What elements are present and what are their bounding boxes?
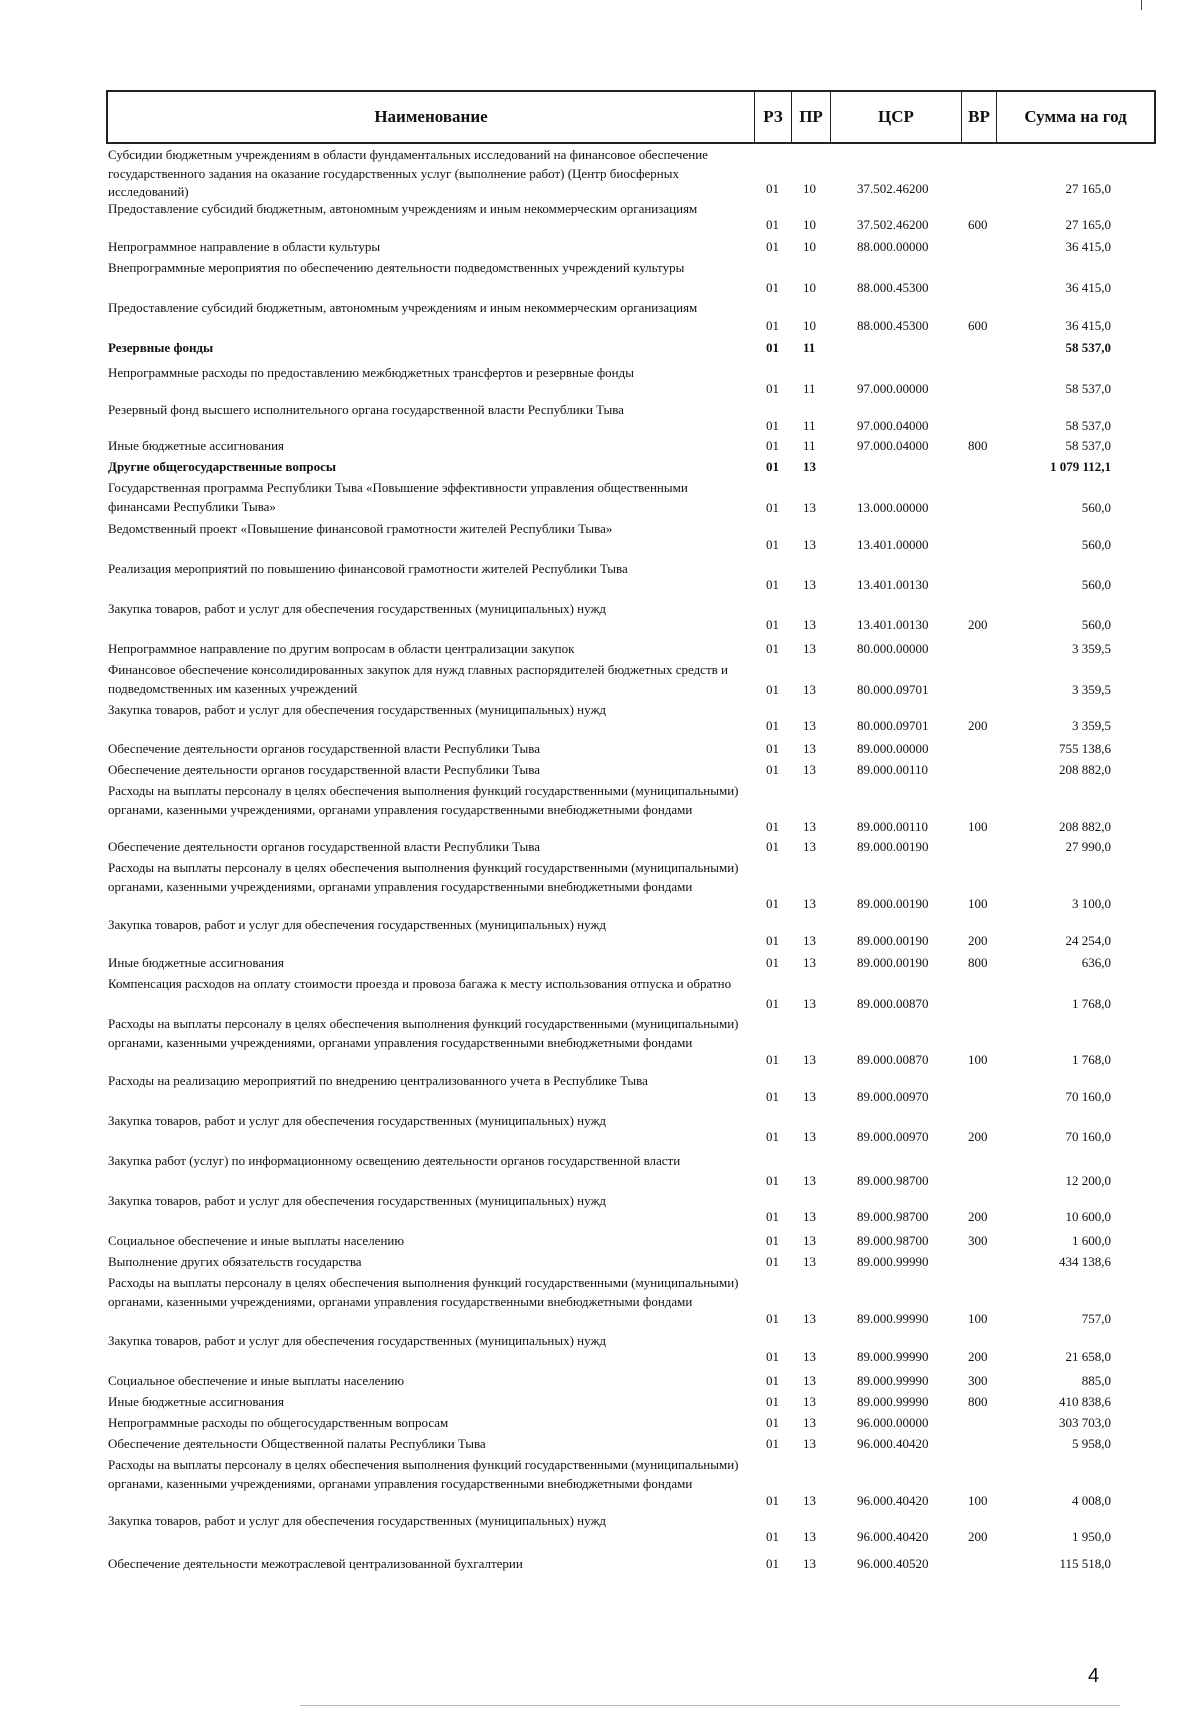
row-csr: 89.000.00190 [857,955,929,970]
row-name: Расходы на выплаты персоналу в целях обеспечения выполнения функций государственными (муниципальными) органами, казенными учреждениями, органами управления государственными внебюджетными фондами [108,1457,739,1491]
row-sum: 560,0 [1081,500,1111,515]
row-sum: 208 882,0 [1059,762,1111,777]
row-rz: 01 [766,1394,779,1409]
row-name: Другие общегосударственные вопросы [108,459,336,474]
row-name: Закупка товаров, работ и услуг для обеспечения государственных (муниципальных) нужд [108,1113,607,1128]
row-csr: 80.000.09701 [857,682,929,697]
row-pr: 10 [803,181,816,196]
row-csr: 88.000.00000 [857,239,929,254]
row-sum: 36 415,0 [1065,239,1111,254]
row-name: Предоставление субсидий бюджетным, автономным учреждениям и иным некоммерческим организациям [108,300,698,315]
row-csr: 89.000.00190 [857,839,929,854]
row-rz: 01 [766,955,779,970]
row-rz: 01 [766,1415,779,1430]
row-pr: 13 [803,1493,816,1508]
row-pr: 13 [803,1052,816,1067]
row-sum: 58 537,0 [1065,381,1111,396]
row-pr: 13 [803,741,816,756]
table-row [0,761,1200,779]
row-csr: 89.000.00000 [857,741,929,756]
row-sum: 27 990,0 [1065,839,1111,854]
row-sum: 3 359,5 [1072,641,1111,656]
row-pr: 13 [803,1556,816,1571]
row-pr: 13 [803,1173,816,1188]
row-name: Социальное обеспечение и иные выплаты населению [108,1233,405,1248]
row-rz: 01 [766,996,779,1011]
row-sum: 27 165,0 [1065,217,1111,232]
row-vr: 100 [968,819,988,834]
row-rz: 01 [766,762,779,777]
row-pr: 13 [803,1089,816,1104]
row-sum: 3 100,0 [1072,896,1111,911]
header-vr: ВР [962,92,997,142]
table-row [0,838,1200,856]
row-csr: 13.000.00000 [857,500,929,515]
row-csr: 96.000.40420 [857,1436,929,1451]
row-pr: 13 [803,933,816,948]
table-row [0,520,1200,554]
row-rz: 01 [766,933,779,948]
row-csr: 88.000.45300 [857,280,929,295]
row-rz: 01 [766,239,779,254]
row-pr: 13 [803,1349,816,1364]
row-csr: 13.401.00130 [857,577,929,592]
row-rz: 01 [766,1529,779,1544]
row-pr: 13 [803,617,816,632]
row-rz: 01 [766,318,779,333]
row-rz: 01 [766,617,779,632]
row-name: Ведомственный проект «Повышение финансовой грамотности жителей Республики Тыва» [108,521,613,536]
row-rz: 01 [766,718,779,733]
row-rz: 01 [766,839,779,854]
row-pr: 13 [803,500,816,515]
row-csr: 89.000.99990 [857,1311,929,1326]
row-pr: 13 [803,577,816,592]
row-sum: 755 138,6 [1059,741,1111,756]
row-vr: 600 [968,217,988,232]
row-name: Субсидии бюджетным учреждениям в области фундаментальных исследований на финансовое обеспечение государственного задания на оказание государственных услуг (выполнение работ) (Центр биосферных исследований) [108,147,708,199]
row-pr: 13 [803,839,816,854]
row-sum: 5 958,0 [1072,1436,1111,1451]
table-row [0,259,1200,297]
row-csr: 89.000.99990 [857,1373,929,1388]
row-csr: 97.000.04000 [857,438,929,453]
table-row [0,916,1200,950]
row-csr: 37.502.46200 [857,181,929,196]
row-pr: 13 [803,1311,816,1326]
row-sum: 36 415,0 [1065,280,1111,295]
row-sum: 434 138,6 [1059,1254,1111,1269]
row-name: Иные бюджетные ассигнования [108,1394,285,1409]
table-row [0,1112,1200,1146]
table-row [0,458,1200,476]
row-vr: 200 [968,1529,988,1544]
row-csr: 96.000.40420 [857,1493,929,1508]
row-rz: 01 [766,741,779,756]
row-pr: 13 [803,537,816,552]
row-name: Выполнение других обязательств государства [108,1254,362,1269]
row-sum: 1 950,0 [1072,1529,1111,1544]
row-name: Непрограммные расходы по предоставлению межбюджетных трансфертов и резервные фонды [108,365,634,380]
row-rz: 01 [766,418,779,433]
row-vr: 200 [968,1129,988,1144]
row-rz: 01 [766,217,779,232]
row-csr: 89.000.99990 [857,1349,929,1364]
row-csr: 80.000.00000 [857,641,929,656]
row-name: Внепрограммные мероприятия по обеспечению деятельности подведомственных учреждений культуры [108,260,685,275]
row-sum: 10 600,0 [1065,1209,1111,1224]
row-name: Закупка товаров, работ и услуг для обеспечения государственных (муниципальных) нужд [108,702,607,717]
table-row [0,1414,1200,1432]
row-vr: 800 [968,955,988,970]
header-rz: РЗ [755,92,792,142]
row-vr: 200 [968,718,988,733]
row-vr: 200 [968,617,988,632]
row-pr: 13 [803,762,816,777]
header-csr: ЦСР [831,92,962,142]
header-sum: Сумма на год [1024,107,1127,126]
row-name: Финансовое обеспечение консолидированных закупок для нужд главных распорядителей бюджетных средств и подведомственных им казенных учреждений [108,662,728,696]
row-name: Расходы на выплаты персоналу в целях обеспечения выполнения функций государственными (муниципальными) органами, казенными учреждениями, органами управления государственными внебюджетными фондами [108,860,739,894]
row-csr: 80.000.09701 [857,718,929,733]
table-row [0,1372,1200,1390]
row-pr: 13 [803,718,816,733]
row-csr: 89.000.00970 [857,1129,929,1144]
row-name: Реализация мероприятий по повышению финансовой грамотности жителей Республики Тыва [108,561,628,576]
row-pr: 13 [803,682,816,697]
row-csr: 96.000.40420 [857,1529,929,1544]
header-name: Наименование [108,92,755,142]
row-sum: 303 703,0 [1059,1415,1111,1430]
table-row [0,859,1200,913]
table-row [0,640,1200,658]
row-sum: 560,0 [1081,577,1111,592]
row-name: Закупка товаров, работ и услуг для обеспечения государственных (муниципальных) нужд [108,601,607,616]
row-sum: 36 415,0 [1065,318,1111,333]
row-csr: 13.401.00130 [857,617,929,632]
row-sum: 1 768,0 [1072,996,1111,1011]
row-rz: 01 [766,438,779,453]
row-sum: 885,0 [1081,1373,1111,1388]
row-pr: 13 [803,1233,816,1248]
table-row [0,238,1200,256]
row-name: Закупка товаров, работ и услуг для обеспечения государственных (муниципальных) нужд [108,917,607,932]
row-rz: 01 [766,500,779,515]
row-pr: 10 [803,239,816,254]
row-vr: 600 [968,318,988,333]
row-csr: 89.000.00110 [857,819,929,834]
row-pr: 11 [803,418,816,433]
table-row [0,600,1200,634]
row-name: Обеспечение деятельности органов государственной власти Республики Тыва [108,741,540,756]
row-csr: 13.401.00000 [857,537,929,552]
row-sum: 70 160,0 [1065,1089,1111,1104]
row-name: Иные бюджетные ассигнования [108,438,285,453]
row-vr: 300 [968,1373,988,1388]
table-row [0,740,1200,758]
row-vr: 800 [968,438,988,453]
row-sum: 636,0 [1081,955,1111,970]
row-name: Расходы на реализацию мероприятий по внедрению централизованного учета в Республике Тыва [108,1073,648,1088]
row-rz: 01 [766,1129,779,1144]
table-row [0,364,1200,398]
row-name: Обеспечение деятельности органов государственной власти Республики Тыва [108,762,540,777]
row-sum: 70 160,0 [1065,1129,1111,1144]
table-row [0,339,1200,357]
row-rz: 01 [766,1089,779,1104]
row-sum: 757,0 [1081,1311,1111,1326]
table-row [0,146,1200,198]
table-row [0,1192,1200,1226]
table-row [0,200,1200,234]
table-row [0,560,1200,594]
row-vr: 200 [968,1349,988,1364]
row-pr: 13 [803,955,816,970]
row-name: Расходы на выплаты персоналу в целях обеспечения выполнения функций государственными (муниципальными) органами, казенными учреждениями, органами управления государственными внебюджетными фондами [108,1275,739,1309]
row-csr: 89.000.98700 [857,1233,929,1248]
row-vr: 800 [968,1394,988,1409]
row-rz: 01 [766,1233,779,1248]
row-rz: 01 [766,896,779,911]
row-name: Резервный фонд высшего исполнительного органа государственной власти Республики Тыва [108,402,624,417]
table-row [0,1253,1200,1271]
row-pr: 13 [803,1436,816,1451]
row-sum: 3 359,5 [1072,718,1111,733]
row-csr: 89.000.00110 [857,762,929,777]
row-pr: 13 [803,1209,816,1224]
row-sum: 24 254,0 [1065,933,1111,948]
row-name: Расходы на выплаты персоналу в целях обеспечения выполнения функций государственными (муниципальными) органами, казенными учреждениями, органами управления государственными внебюджетными фондами [108,1016,739,1050]
row-name: Государственная программа Республики Тыва «Повышение эффективности управления общественными финансами Республики Тыва» [108,480,688,514]
row-rz: 01 [766,1254,779,1269]
table-row [0,975,1200,1013]
row-csr: 89.000.00870 [857,996,929,1011]
row-sum: 21 658,0 [1065,1349,1111,1364]
row-rz: 01 [766,641,779,656]
row-sum: 208 882,0 [1059,819,1111,834]
table-row [0,1232,1200,1250]
row-name: Расходы на выплаты персоналу в целях обеспечения выполнения функций государственными (муниципальными) органами, казенными учреждениями, органами управления государственными внебюджетными фондами [108,783,739,817]
table-row [0,701,1200,735]
row-name: Предоставление субсидий бюджетным, автономным учреждениям и иным некоммерческим организациям [108,201,698,216]
table-row [0,1512,1200,1546]
row-sum: 1 600,0 [1072,1233,1111,1248]
row-pr: 13 [803,1394,816,1409]
row-rz: 01 [766,340,779,355]
row-name: Обеспечение деятельности Общественной палаты Республики Тыва [108,1436,486,1451]
row-name: Резервные фонды [108,340,214,355]
row-rz: 01 [766,537,779,552]
row-vr: 100 [968,1052,988,1067]
row-pr: 13 [803,1529,816,1544]
row-name: Компенсация расходов на оплату стоимости проезда и провоза багажа к месту использования отпуска и обратно [108,976,732,991]
row-name: Непрограммное направление по другим вопросам в области централизации закупок [108,641,575,656]
row-pr: 10 [803,318,816,333]
table-row [0,437,1200,455]
row-rz: 01 [766,1349,779,1364]
row-csr: 88.000.45300 [857,318,929,333]
row-vr: 200 [968,933,988,948]
table-row [0,782,1200,836]
row-rz: 01 [766,1173,779,1188]
row-rz: 01 [766,1556,779,1571]
row-csr: 89.000.00970 [857,1089,929,1104]
row-name: Закупка работ (услуг) по информационному освещению деятельности органов государственной власти [108,1153,681,1168]
row-csr: 89.000.98700 [857,1173,929,1188]
row-sum: 115 518,0 [1059,1556,1111,1571]
row-csr: 97.000.04000 [857,418,929,433]
row-csr: 97.000.00000 [857,381,929,396]
row-sum: 560,0 [1081,617,1111,632]
table-row [0,1555,1200,1573]
row-rz: 01 [766,381,779,396]
row-vr: 100 [968,1311,988,1326]
row-name: Закупка товаров, работ и услуг для обеспечения государственных (муниципальных) нужд [108,1333,607,1348]
row-pr: 11 [803,340,816,355]
row-pr: 13 [803,1254,816,1269]
row-pr: 13 [803,1373,816,1388]
table-row [0,1435,1200,1453]
row-rz: 01 [766,1209,779,1224]
table-row [0,401,1200,435]
table-row [0,1456,1200,1510]
row-vr: 200 [968,1209,988,1224]
row-sum: 560,0 [1081,537,1111,552]
row-name: Закупка товаров, работ и услуг для обеспечения государственных (муниципальных) нужд [108,1193,607,1208]
table-row [0,661,1200,699]
row-csr: 96.000.40520 [857,1556,929,1571]
header-pr: ПР [792,92,831,142]
row-pr: 11 [803,438,816,453]
row-csr: 89.000.98700 [857,1209,929,1224]
row-pr: 13 [803,641,816,656]
row-pr: 13 [803,459,816,474]
row-pr: 13 [803,896,816,911]
row-sum: 27 165,0 [1065,181,1111,196]
row-sum: 3 359,5 [1072,682,1111,697]
row-name: Непрограммное направление в области культуры [108,239,381,254]
row-rz: 01 [766,577,779,592]
table-row [0,1152,1200,1190]
row-sum: 58 537,0 [1065,340,1111,355]
row-pr: 13 [803,996,816,1011]
row-vr: 100 [968,1493,988,1508]
row-csr: 89.000.00870 [857,1052,929,1067]
row-rz: 01 [766,819,779,834]
row-sum: 58 537,0 [1065,438,1111,453]
table-row [0,1072,1200,1106]
row-csr: 89.000.00190 [857,896,929,911]
row-csr: 89.000.99990 [857,1394,929,1409]
page-number: 4 [1088,1665,1100,1687]
row-pr: 13 [803,1129,816,1144]
row-pr: 13 [803,819,816,834]
row-rz: 01 [766,1311,779,1326]
row-csr: 37.502.46200 [857,217,929,232]
row-rz: 01 [766,1436,779,1451]
row-name: Обеспечение деятельности органов государственной власти Республики Тыва [108,839,540,854]
row-pr: 10 [803,280,816,295]
table-row [0,1015,1200,1069]
row-sum: 4 008,0 [1072,1493,1111,1508]
row-sum: 1 079 112,1 [1049,459,1111,474]
row-csr: 89.000.00190 [857,933,929,948]
row-vr: 300 [968,1233,988,1248]
row-sum: 410 838,6 [1059,1394,1111,1409]
row-vr: 100 [968,896,988,911]
row-pr: 11 [803,381,816,396]
scan-edge-line [300,1705,1120,1706]
table-row [0,1274,1200,1328]
row-rz: 01 [766,1373,779,1388]
row-rz: 01 [766,181,779,196]
row-rz: 01 [766,459,779,474]
table-row [0,479,1200,517]
row-rz: 01 [766,1052,779,1067]
row-pr: 13 [803,1415,816,1430]
row-sum: 1 768,0 [1072,1052,1111,1067]
row-sum: 58 537,0 [1065,418,1111,433]
row-rz: 01 [766,280,779,295]
row-pr: 10 [803,217,816,232]
row-csr: 96.000.00000 [857,1415,929,1430]
table-row [0,299,1200,335]
row-name: Непрограммные расходы по общегосударственным вопросам [108,1415,449,1430]
table-row [0,1393,1200,1411]
row-name: Закупка товаров, работ и услуг для обеспечения государственных (муниципальных) нужд [108,1513,607,1528]
row-name: Социальное обеспечение и иные выплаты населению [108,1373,405,1388]
row-name: Иные бюджетные ассигнования [108,955,285,970]
row-rz: 01 [766,682,779,697]
row-rz: 01 [766,1493,779,1508]
row-name: Обеспечение деятельности межотраслевой централизованной бухгалтерии [108,1556,523,1571]
table-row [0,1332,1200,1366]
row-sum: 12 200,0 [1065,1173,1111,1188]
row-csr: 89.000.99990 [857,1254,929,1269]
table-row [0,954,1200,972]
